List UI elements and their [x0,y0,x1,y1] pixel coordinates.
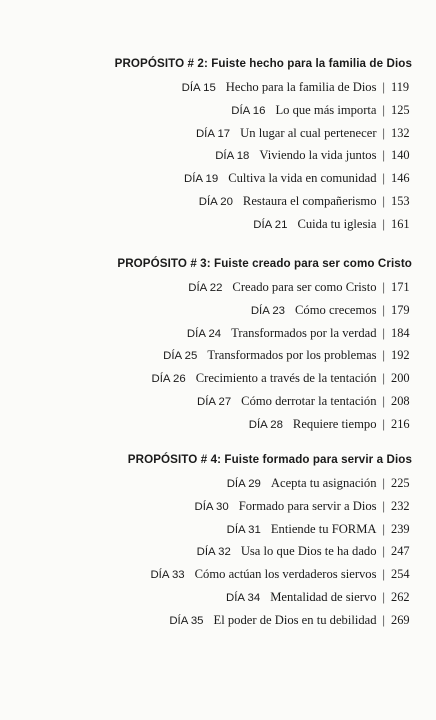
separator: | [382,193,385,208]
page-number: 184 [391,325,410,340]
section-heading: PROPÓSITO # 4: Fuiste formado para servir a Dios [127,453,412,466]
page-number: 269 [391,612,410,627]
page-number: 232 [391,498,410,513]
chapter-title: Cuida tu iglesia [297,216,377,231]
day-number: DÍA 28 [248,418,283,431]
separator: | [382,102,385,117]
chapter-title: El poder de Dios en tu debilidad [213,612,377,627]
page-number: 179 [391,302,410,317]
chapter-title: Transformados por los problemas [207,348,377,363]
chapter-title: Un lugar al cual pertenecer [240,125,377,140]
chapter-title: Cómo actúan los verdaderos siervos [194,567,377,582]
toc-entry [12,367,412,390]
page-number: 153 [391,193,410,208]
day-number: DÍA 15 [181,82,216,94]
chapter-title: Acepta tu asignación [270,476,377,490]
page-number: 146 [391,171,410,186]
section-heading: PROPÓSITO # 2: Fuiste hecho para la familia de Dios [114,57,412,70]
toc-entry [12,609,412,632]
page-number: 254 [391,567,410,582]
toc-entry [12,276,412,299]
chapter-title: Hecho para la familia de Dios [225,80,377,94]
separator: | [382,280,385,294]
chapter-title: Formado para servir a Dios [238,498,377,513]
day-number: DÍA 31 [226,523,261,536]
section-proposito-4 [12,448,412,632]
day-number: DÍA 19 [184,173,219,186]
day-number: DÍA 32 [196,546,231,559]
page-number: 247 [391,544,410,559]
chapter-title: Mentalidad de siervo [270,589,377,604]
toc-entry [12,322,412,345]
separator: | [382,171,385,186]
separator: | [382,393,385,408]
day-number: DÍA 29 [226,478,261,490]
page-number: 171 [391,280,410,294]
toc-entry [12,344,412,367]
chapter-title: Requiere tiempo [292,416,377,431]
page-number: 239 [391,521,410,536]
day-number: DÍA 24 [186,327,222,340]
day-number: DÍA 34 [225,591,261,604]
toc-entry [12,586,412,609]
separator: | [382,325,385,340]
chapter-title: Creado para ser como Cristo [232,280,377,294]
separator: | [382,612,385,627]
separator: | [382,521,385,536]
page-number: 216 [391,416,410,431]
separator: | [382,416,385,431]
toc-entry [12,518,412,541]
chapter-title: Transformados por la verdad [231,325,377,340]
page-number: 161 [391,216,410,231]
chapter-title: Cultiva la vida en comunidad [228,171,377,186]
day-number: DÍA 35 [169,614,204,627]
page-number: 208 [391,393,410,408]
chapter-title: Cómo crecemos [295,302,377,317]
page-number: 132 [391,125,410,140]
toc-entry [12,390,412,413]
toc-entry [12,540,412,563]
separator: | [382,125,385,140]
day-number: DÍA 25 [163,350,198,363]
separator: | [382,544,385,559]
day-number: DÍA 22 [188,282,223,294]
separator: | [382,371,385,386]
separator: | [382,302,385,317]
day-number: DÍA 18 [215,150,250,163]
day-number: DÍA 27 [196,395,232,408]
page-number: 262 [391,589,410,604]
chapter-title: Crecimiento a través de la tentación [195,371,377,386]
separator: | [382,567,385,582]
section-proposito-3 [12,252,412,436]
toc-entry [12,99,412,122]
toc-entry [12,299,412,322]
separator: | [382,348,385,363]
chapter-title: Lo que más importa [275,102,377,117]
toc-entry [12,144,412,167]
day-number: DÍA 20 [198,195,233,208]
section-heading: PROPÓSITO # 3: Fuiste creado para ser como Cristo [117,257,412,270]
page-number: 119 [391,80,410,94]
chapter-title: Restaura el compañerismo [242,193,377,208]
separator: | [382,148,385,163]
day-number: DÍA 16 [231,104,266,117]
chapter-title: Entiende tu FORMA [270,521,377,536]
day-number: DÍA 17 [195,127,231,140]
separator: | [382,498,385,513]
separator: | [382,476,385,490]
toc-entry [12,472,412,495]
toc-entry [12,167,412,190]
chapter-title: Viviendo la vida juntos [259,148,377,163]
page-number: 140 [391,148,410,163]
day-number: DÍA 30 [194,500,229,513]
page-number: 125 [391,102,410,117]
day-number: DÍA 23 [250,304,286,317]
page-number: 200 [391,371,410,386]
chapter-title: Cómo derrotar la tentación [241,393,377,408]
separator: | [382,216,385,231]
toc-entry [12,495,412,518]
separator: | [382,80,385,94]
day-number: DÍA 26 [151,373,186,386]
chapter-title: Usa lo que Dios te ha dado [240,544,377,559]
toc-entry [12,190,412,213]
day-number: DÍA 21 [253,218,288,231]
toc-entry [12,76,412,99]
toc-entry [12,413,412,436]
toc-entry [12,213,412,236]
section-proposito-2 [12,52,412,236]
page-number: 225 [391,476,410,490]
toc-entry [12,122,412,145]
toc-entry [12,563,412,586]
page-number: 192 [391,348,410,363]
separator: | [382,589,385,604]
day-number: DÍA 33 [150,569,185,582]
